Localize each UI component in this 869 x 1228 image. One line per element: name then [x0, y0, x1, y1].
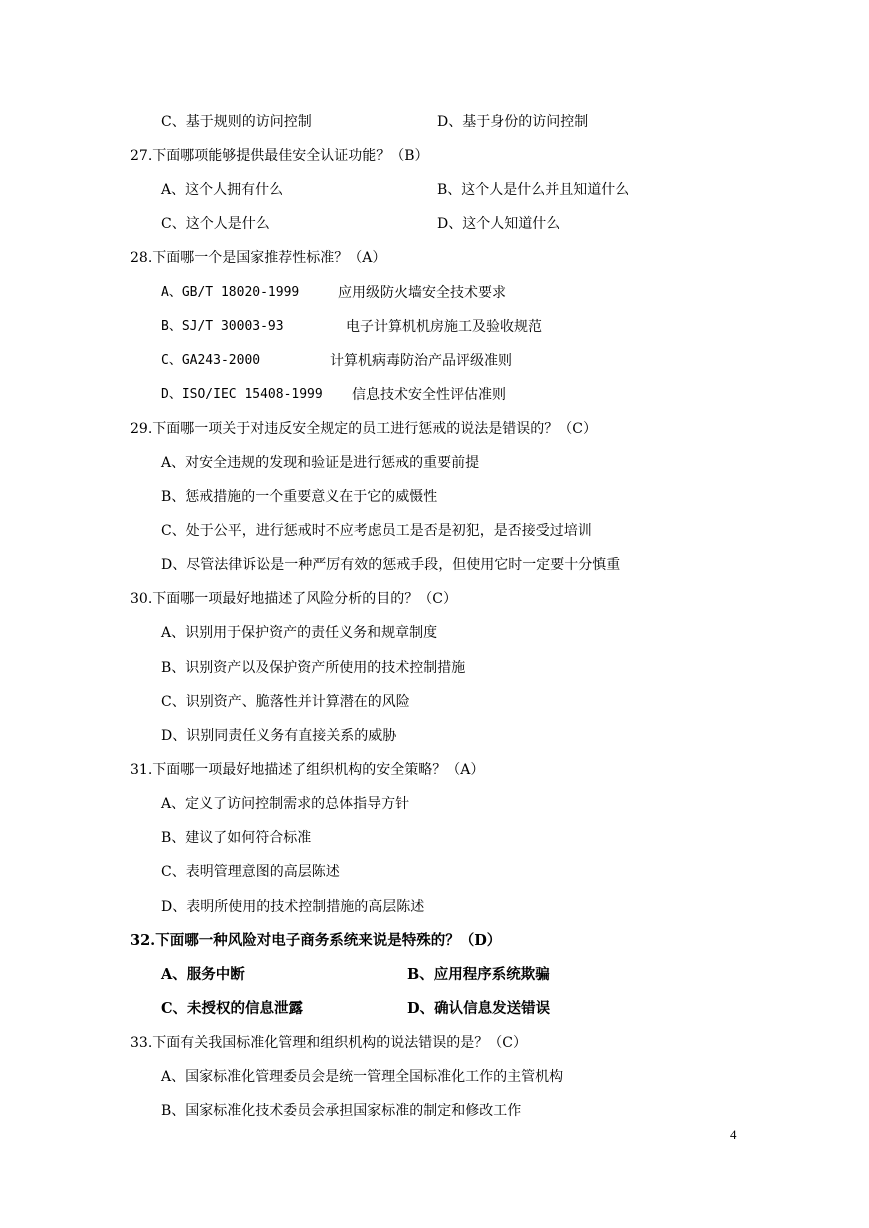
- q28-question: 28.下面哪一个是国家推荐性标准？（A）: [130, 250, 387, 266]
- q29-option-d: D、尽管法律诉讼是一种严厉有效的惩戒手段，但使用它时一定要十分慎重: [161, 557, 621, 573]
- q28-option-d-text: 信息技术安全性评估准则: [352, 387, 506, 403]
- q28-option-c-code: C、GA243-2000: [161, 353, 261, 368]
- q28-option-d-code: D、ISO/IEC 15408-1999: [161, 387, 323, 402]
- q32-option-a: A、服务中断: [161, 966, 245, 983]
- q31-option-d: D、表明所使用的技术控制措施的高层陈述: [161, 899, 425, 915]
- q29-option-a: A、对安全违规的发现和验证是进行惩戒的重要前提: [161, 455, 480, 471]
- q28-option-a-code: A、GB/T 18020-1999: [161, 285, 300, 300]
- q32-question: 32.下面哪一种风险对电子商务系统来说是特殊的？（D）: [130, 932, 502, 949]
- q30-option-b: B、识别资产以及保护资产所使用的技术控制措施: [161, 660, 466, 676]
- q27-option-a: A、这个人拥有什么: [161, 182, 284, 198]
- q28-option-b-text: 电子计算机机房施工及验收规范: [346, 319, 542, 335]
- q29-option-b: B、惩戒措施的一个重要意义在于它的威慑性: [161, 489, 438, 505]
- page-number: 4: [730, 1127, 737, 1142]
- q27-option-b: B、这个人是什么并且知道什么: [437, 182, 630, 198]
- q33-option-a: A、国家标准化管理委员会是统一管理全国标准化工作的主管机构: [161, 1069, 564, 1085]
- q33-question: 33.下面有关我国标准化管理和组织机构的说法错误的是？（C）: [130, 1035, 527, 1051]
- q28-option-a-text: 应用级防火墙安全技术要求: [338, 285, 506, 301]
- q26-option-c: C、基于规则的访问控制: [161, 114, 312, 130]
- q29-option-c: C、处于公平，进行惩戒时不应考虑员工是否是初犯，是否接受过培训: [161, 523, 592, 539]
- q28-option-c-text: 计算机病毒防治产品评级准则: [330, 353, 512, 369]
- q27-option-d: D、这个人知道什么: [437, 216, 561, 232]
- q29-question: 29.下面哪一项关于对违反安全规定的员工进行惩戒的说法是错误的？（C）: [130, 421, 597, 437]
- q26-option-d: D、基于身份的访问控制: [437, 114, 589, 130]
- q28-option-b-code: B、SJ/T 30003-93: [161, 319, 284, 334]
- q27-option-c: C、这个人是什么: [161, 216, 270, 232]
- q33-option-b: B、国家标准化技术委员会承担国家标准的制定和修改工作: [161, 1103, 522, 1119]
- q31-option-b: B、建议了如何符合标准: [161, 830, 312, 846]
- q31-question: 31.下面哪一项最好地描述了组织机构的安全策略？（A）: [130, 762, 485, 778]
- q32-option-c: C、未授权的信息泄露: [161, 1000, 304, 1017]
- q27-question: 27.下面哪项能够提供最佳安全认证功能？（B）: [130, 148, 429, 164]
- q30-option-c: C、识别资产、脆落性并计算潜在的风险: [161, 694, 410, 710]
- q31-option-c: C、表明管理意图的高层陈述: [161, 864, 340, 880]
- q32-option-b: B、应用程序系统欺骗: [407, 966, 550, 983]
- q30-option-d: D、识别同责任义务有直接关系的威胁: [161, 728, 397, 744]
- q30-option-a: A、识别用于保护资产的责任义务和规章制度: [161, 625, 438, 641]
- q30-question: 30.下面哪一项最好地描述了风险分析的目的？（C）: [130, 591, 457, 607]
- q31-option-a: A、定义了访问控制需求的总体指导方针: [161, 796, 410, 812]
- q32-option-d: D、确认信息发送错误: [407, 1000, 551, 1017]
